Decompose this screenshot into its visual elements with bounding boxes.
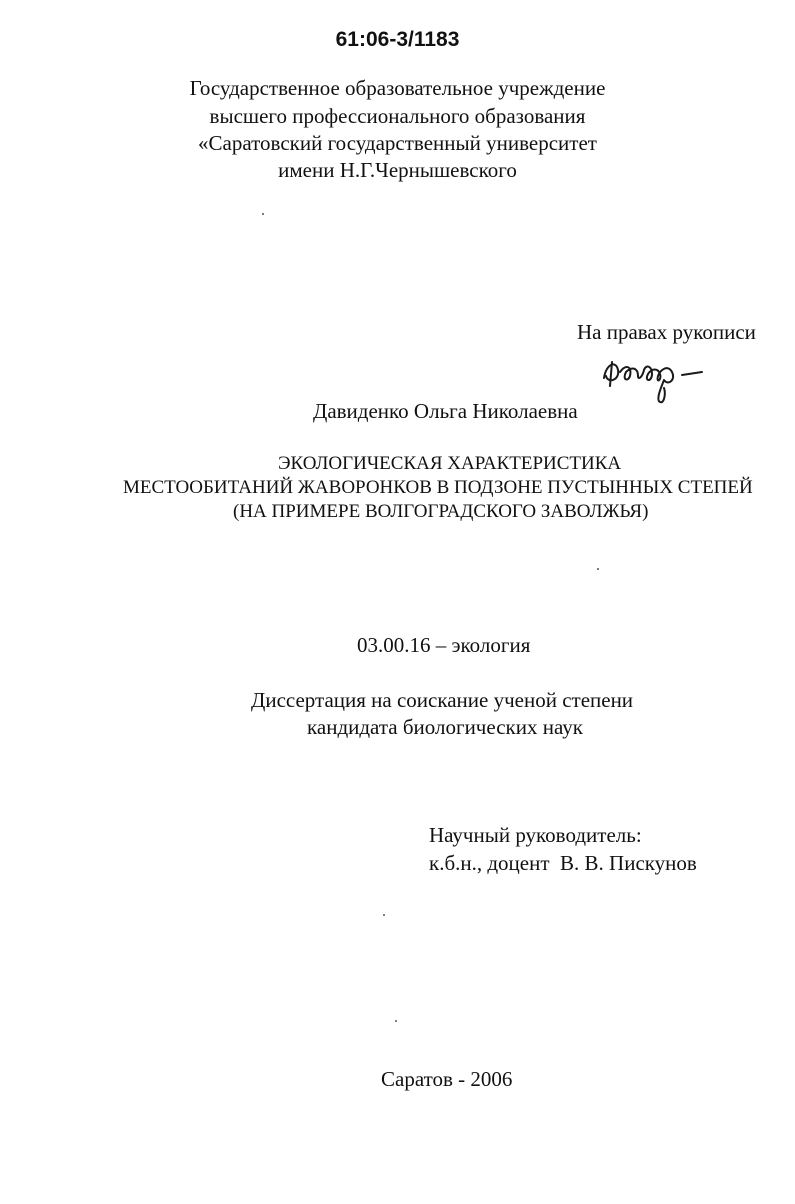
degree-line-2: кандидата биологических наук	[307, 715, 583, 739]
institution-line-2: высшего профессионального образования	[209, 104, 586, 128]
title-line-3: (НА ПРИМЕРЕ ВОЛГОГРАДСКОГО ЗАВОЛЖЬЯ)	[233, 501, 649, 522]
scan-speck	[383, 914, 385, 916]
institution-line-4: имени Н.Г.Чернышевского	[278, 158, 517, 182]
catalog-code: 61:06-3/1183	[335, 28, 460, 51]
institution-line-3: «Саратовский государственный университет	[198, 131, 597, 155]
supervisor-name: к.б.н., доцент В. В. Пискунов	[429, 851, 697, 875]
scan-speck	[395, 1020, 397, 1022]
author-name: Давиденко Ольга Николаевна	[313, 399, 578, 423]
scan-speck	[262, 213, 264, 215]
city-year: Саратов - 2006	[381, 1067, 513, 1091]
specialty-code: 03.00.16 – экология	[357, 633, 531, 657]
title-line-2: МЕСТООБИТАНИЙ ЖАВОРОНКОВ В ПОДЗОНЕ ПУСТЫННЫХ СТЕПЕЙ	[123, 477, 753, 498]
institution-line-1: Государственное образовательное учреждение	[189, 76, 606, 100]
rights-label: На правах рукописи	[577, 320, 756, 344]
supervisor-label: Научный руководитель:	[429, 823, 642, 847]
scan-speck	[597, 568, 599, 570]
title-line-1: ЭКОЛОГИЧЕСКАЯ ХАРАКТЕРИСТИКА	[278, 453, 622, 474]
degree-line-1: Диссертация на соискание ученой степени	[251, 688, 634, 712]
handwritten-signature	[598, 350, 708, 406]
